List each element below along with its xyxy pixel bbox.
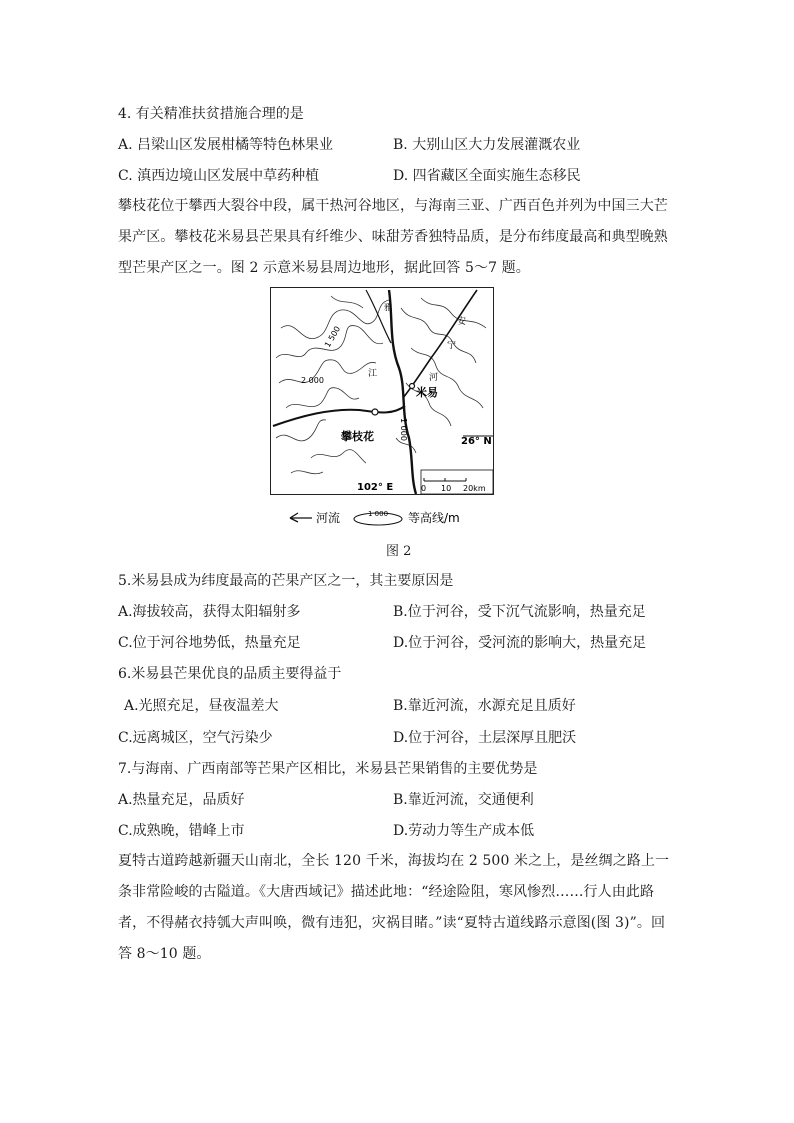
figure-caption: 图 2 (386, 544, 412, 559)
river-main (389, 290, 416, 494)
q4-option-c: C. 滇西边境山区发展中草药种植 (118, 168, 320, 184)
q6-option-b: B.靠近河流，水源充足且质好 (393, 698, 576, 714)
q5-option-c: C.位于河谷地势低，热量充足 (118, 635, 301, 651)
q7-option-d: D.劳动力等生产成本低 (393, 823, 535, 839)
q6-stem: 6.米易县芒果优良的品质主要得益于 (118, 666, 342, 682)
legend-river-icon (290, 513, 312, 522)
label-an: 安 (457, 317, 467, 327)
map-legend (282, 506, 512, 528)
label-contour-1000: 1 000 (399, 418, 408, 441)
terrain-map-svg (271, 288, 493, 494)
river-west (273, 406, 405, 426)
legend-contour-value: 1 000 (368, 510, 389, 518)
legend-river-label: 河流 (316, 511, 341, 525)
river-anning (403, 290, 477, 398)
river-north (366, 290, 391, 343)
q4-option-a: A. 吕梁山区发展柑橘等特色林果业 (118, 137, 334, 153)
label-he: 河 (429, 373, 439, 383)
label-scale-10: 10 (441, 484, 452, 493)
q5-stem: 5.米易县成为纬度最高的芒果产区之一，其主要原因是 (118, 573, 454, 589)
q5-option-a: A.海拔较高，获得太阳辐射多 (118, 604, 301, 620)
legend-contour-label: 等高线/m (408, 511, 460, 525)
q7-option-b: B.靠近河流，交通便利 (393, 792, 534, 808)
terrain-map (270, 287, 494, 495)
panzhihua-marker (372, 409, 378, 415)
q5-option-d: D.位于河谷，受河流的影响大，热量充足 (393, 635, 647, 651)
intro-paragraph-2: 夏特古道跨越新疆天山南北，全长 120 千米，海拔均在 2 500 米之上，是丝绸之路上一条非常险峻的古隘道。《大唐西域记》描述此地：“经途险阻，寒风惨烈……行人由此路者，不得赭衣持瓠大声叫唤，微有违犯，灾祸目睹。”读“夏特古道线路示意图(图 3)”。回答 8～10 题。 (118, 853, 670, 962)
label-ya: 雅 (384, 303, 392, 312)
q6-option-a: A.光照充足，昼夜温差大 (124, 698, 279, 714)
label-ning: 宁 (447, 341, 457, 351)
label-panzhihua: 攀枝花 (341, 430, 374, 443)
q6-option-c: C.远离城区，空气污染少 (118, 730, 273, 746)
q7-option-c: C.成熟晚，错峰上市 (118, 823, 245, 839)
label-scale-20: 20km (463, 484, 486, 493)
q7-option-a: A.热量充足，品质好 (118, 792, 245, 808)
label-scale-0: 0 (421, 484, 427, 493)
label-contour-1500: 1 500 (322, 324, 343, 349)
q5-option-b: B.位于河谷，受下沉气流影响，热量充足 (393, 604, 646, 620)
q7-stem: 7.与海南、广西南部等芒果产区相比，米易县芒果销售的主要优势是 (118, 761, 538, 777)
q4-option-b: B. 大别山区大力发展灌溉农业 (393, 137, 581, 153)
q4-option-d: D. 四省藏区全面实施生态移民 (393, 168, 581, 184)
q4-stem: 4. 有关精准扶贫措施合理的是 (118, 106, 304, 122)
label-miyi: 米易 (416, 386, 438, 399)
legend-svg (282, 506, 512, 528)
label-contour-2000: 2 000 (301, 376, 324, 385)
miyi-marker (410, 384, 415, 389)
intro-paragraph-1: 攀枝花位于攀西大裂谷中段，属干热河谷地区，与海南三亚、广西百色并列为中国三大芒果产区。攀枝花米易县芒果具有纤维少、味甜芳香独特品质，是分布纬度最高和典型晚熟型芒果产区之一。图 2 示意米易县周边地形，据此回答 5～7 题。 (118, 198, 668, 276)
label-longitude: 102° E (357, 482, 394, 493)
label-latitude: 26° N (461, 436, 492, 447)
q6-option-d: D.位于河谷，土层深厚且肥沃 (393, 730, 577, 746)
label-jiang: 江 (368, 369, 378, 379)
